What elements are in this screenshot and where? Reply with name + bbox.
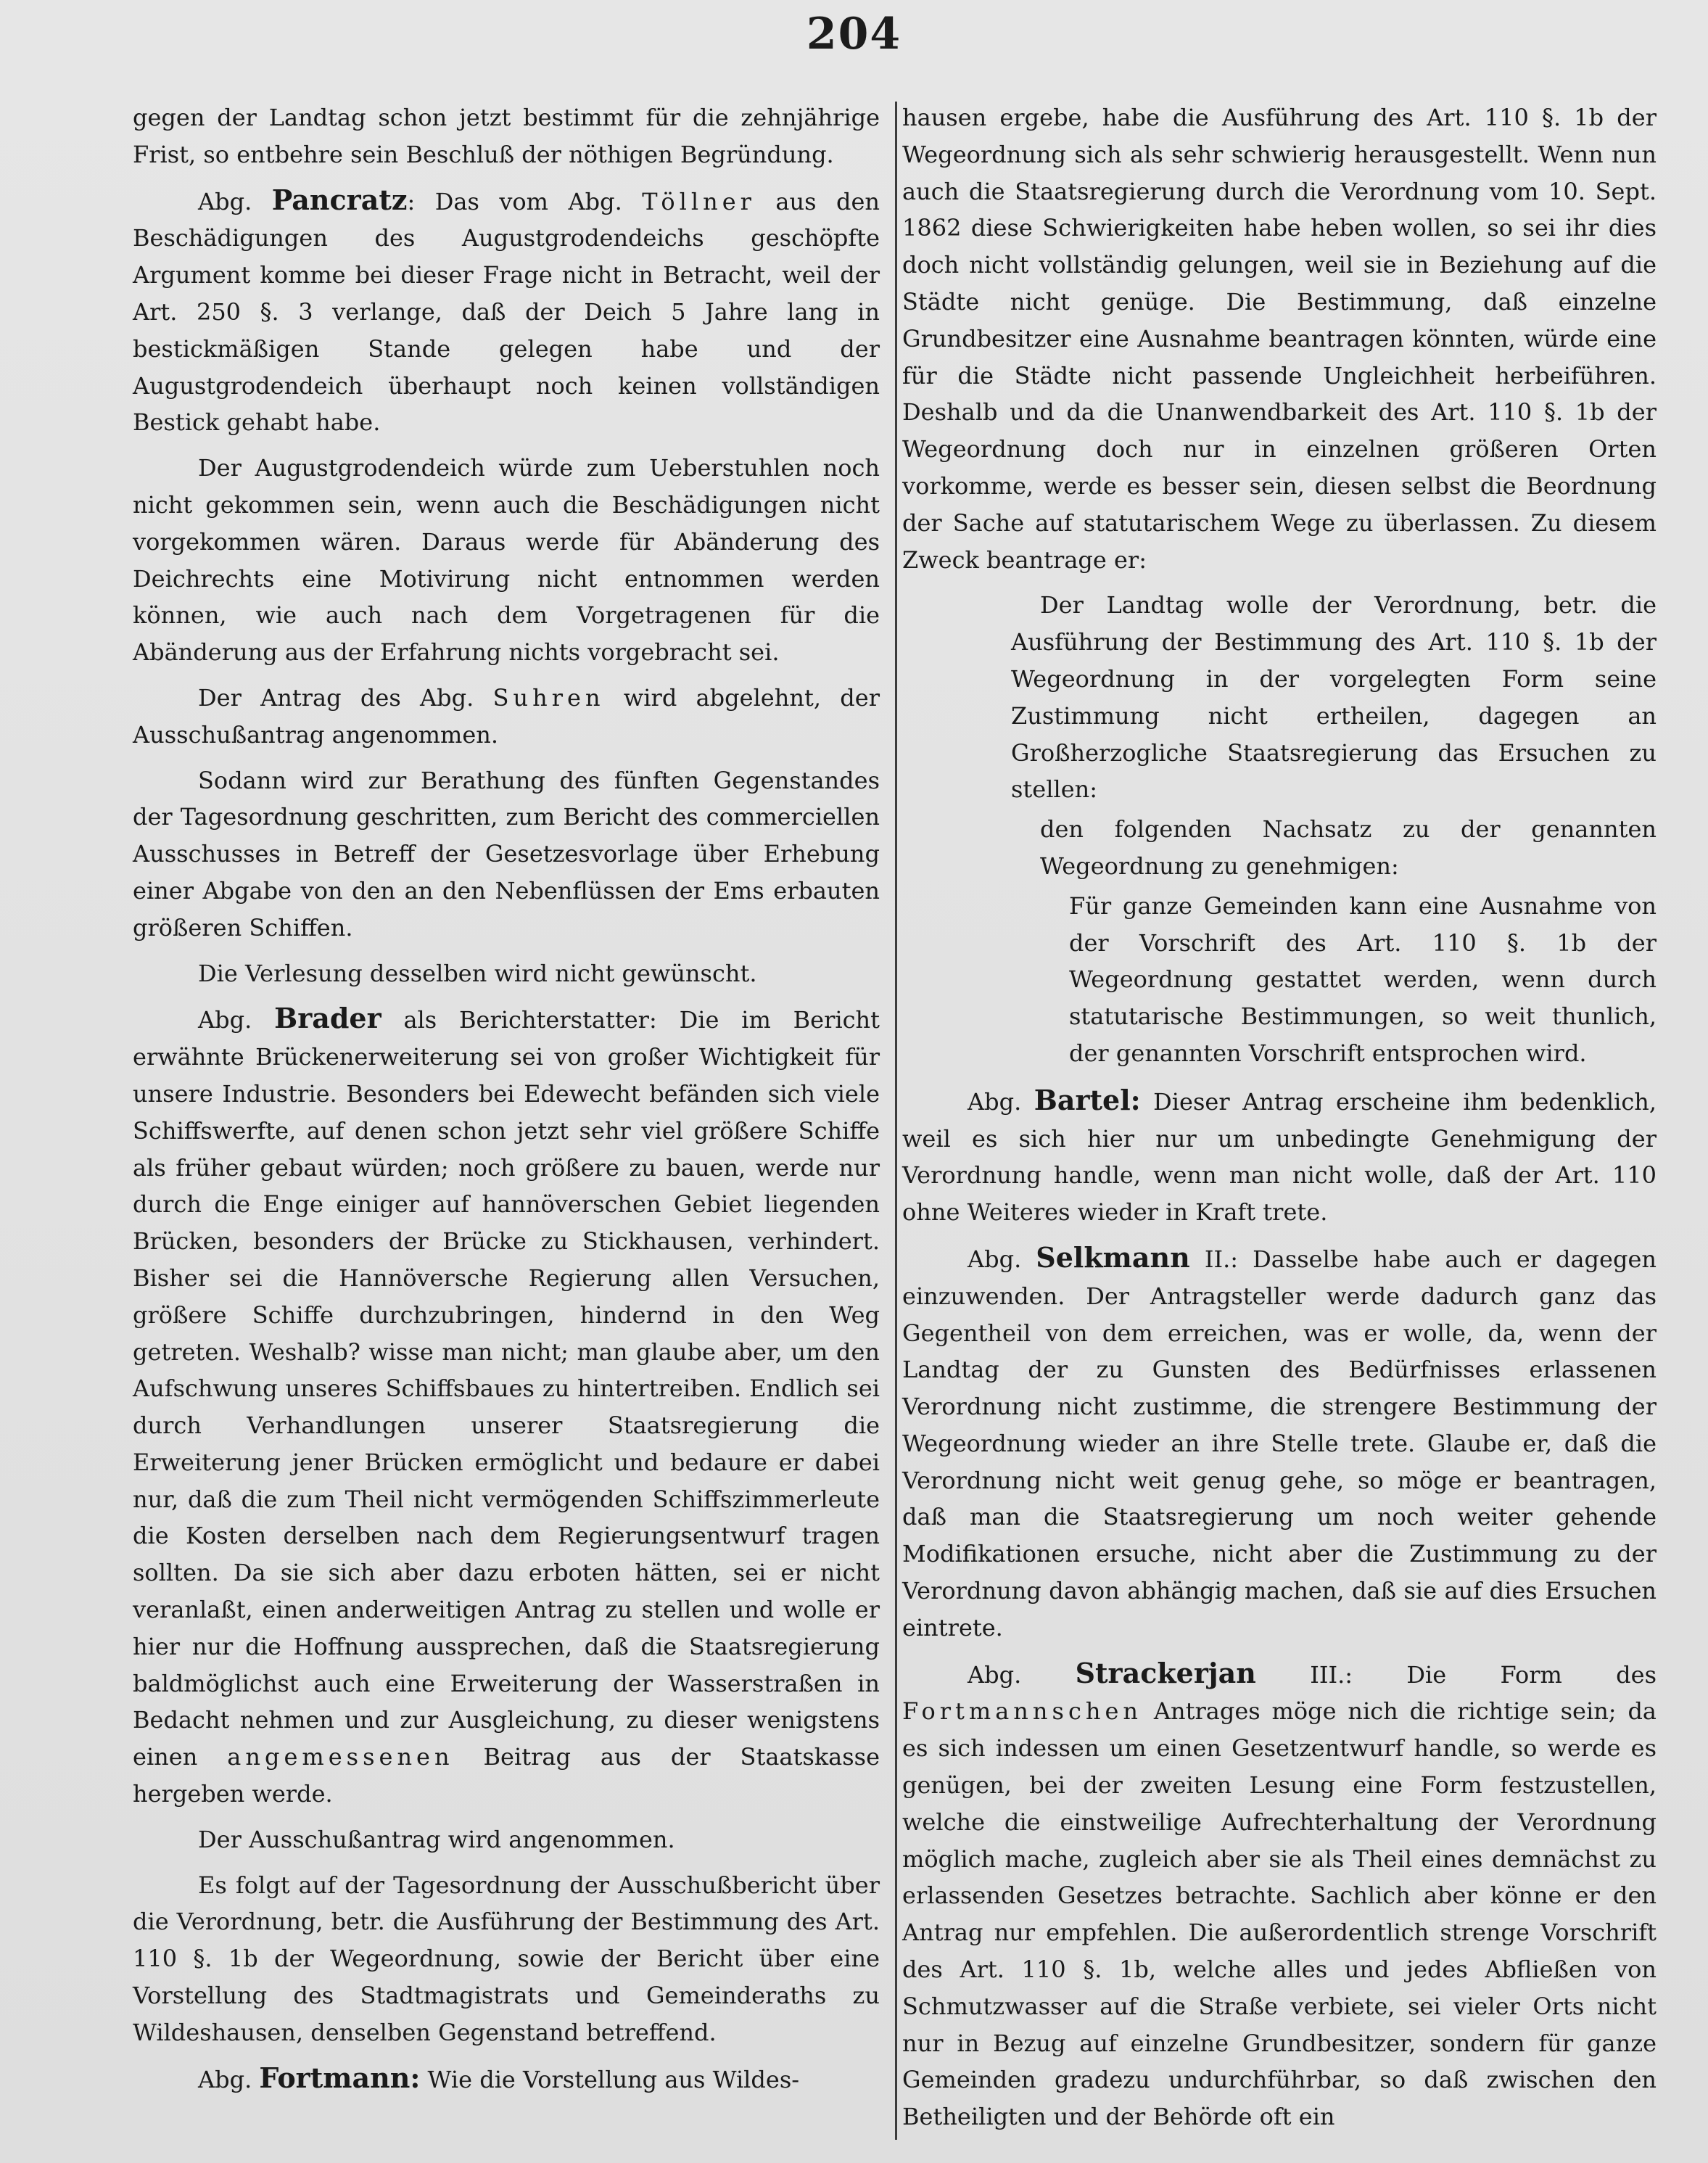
abbrev-abg: Abg. [198,1006,252,1034]
paragraph [902,1082,1657,1231]
paragraph [133,182,880,442]
spaced-name: Fortmannschen [902,1697,1143,1726]
spaced-word: angemessenen [227,1743,454,1771]
paragraph: Es folgt auf der Tagesordnung der Ausschußbericht über die Verordnung, betr. die Ausführung der Bestimmung des Art. 110 §. 1b der Wegeordnung, sowie der Bericht über eine Vorstellung des Stadtmagistrats und Gemeinderaths zu Wildeshausen, denselben Gegenstand betreffend. [133,1871,880,2046]
paragraph: Der Ausschußantrag wird angenommen. [198,1825,675,1853]
paragraph-text: : Das vom Abg. [407,187,622,215]
abbrev-abg: Abg. [198,187,252,215]
paragraph-text: II.: Dasselbe habe auch er dagegen einzuwenden. Der Antragsteller werde dadurch ganz das Gegentheil von dem erreichen, was er wolle, da, wenn der Landtag der zu Gunsten des Bedürfnisses erlassenen Verordnung nicht zustimme, die strengere Bestimmung der Wegeordnung wieder an ihre Stelle trete. Glaube er, daß die Verordnung nicht weit genug gehe, so möge er beantragen, daß man die Staatsregierung um noch weiter gehende Modifikationen ersuche, nicht aber die Zustimmung zu der Verordnung davon abhängig machen, daß sie auf dies Ersuchen eintrete. [902,1245,1657,1641]
motion-text: Der Landtag wolle der Verordnung, betr. die Ausführung der Bestimmung des Art. 110 §. 1b der Wegeordnung in der vorgelegten Form seine Zustimmung nicht ertheilen, dagegen an Großherzogliche Staatsregierung das Ersuchen zu stellen: [1011,591,1657,804]
abbrev-abg: Abg. [968,1245,1022,1273]
paragraph: Der Augustgrodendeich würde zum Ueberstuhlen noch nicht gekommen sein, wenn auch die Beschädigungen nicht vorgekommen wären. Daraus werde für Abänderung des Deichrechts eine Motivirung nicht entnommen werden können, wie auch nach dem Vorgetragenen für die Abänderung aus der Erfahrung nichts vorgebracht sei. [133,454,880,667]
column-divider [895,102,897,2140]
speaker-name: Fortmann: [259,2061,421,2094]
paragraph [133,680,880,754]
paragraph [902,1240,1657,1647]
paragraph-text: Der Antrag des Abg. [198,683,474,712]
motion-text: den folgenden Nachsatz zu der genannten Wegeordnung zu genehmigen: [1040,815,1657,880]
speaker-name: Selkmann [1036,1240,1190,1274]
spaced-name: Töllner [642,187,756,215]
spaced-name: Suhren [492,683,605,712]
paragraph: Die Verlesung desselben wird nicht gewünscht. [198,959,757,987]
paragraph-text: Wie die Vorstellung aus Wildes- [427,2065,800,2093]
paragraph [133,1000,880,1813]
abbrev-abg: Abg. [198,2065,252,2093]
paragraph-text: aus den Beschädigungen des Augustgrodendeichs geschöpfte Argument komme bei dieser Frage nicht in Betracht, weil der Art. 250 §. 3 verlange, daß der Deich 5 Jahre lang in bestickmäßigen Stande gelegen habe und der Augustgrodendeich überhaupt noch keinen vollständigen Bestick gehabt habe. [133,187,880,437]
speaker-name: Brader [274,1002,381,1035]
speaker-name: Bartel: [1034,1083,1141,1116]
paragraph [902,1655,1657,2135]
speaker-name: Pancratz [271,183,408,216]
paragraph-text: III.: Die Form des [1310,1660,1657,1689]
paragraph-text: Beitrag aus der Staatskasse hergeben werde. [133,1743,880,1808]
paragraph: Sodann wird zur Berathung des fünften Gegenstandes der Tagesordnung geschritten, zum Bericht des commerciellen Ausschusses in Betreff der Gesetzesvorlage über Erhebung einer Abgabe von den an den Nebenflüssen der Ems erbauten größeren Schiffen. [133,766,880,942]
right-column [902,99,1657,2144]
paragraph: hausen ergebe, habe die Ausführung des Art. 110 §. 1b der Wegeordnung sich als sehr schwierig herausgestellt. Wenn nun auch die Staatsregierung durch die Verordnung vom 10. Sept. 1862 diese Schwierigkeiten habe heben wollen, so sei ihr dies doch nicht vollständig gelungen, weil sie in Beziehung auf die Städte nicht genüge. Die Bestimmung, daß einzelne Grundbesitzer eine Ausnahme beantragen könnten, würde eine für die Städte nicht passende Ungleichheit herbeiführen. Deshalb und da die Unanwendbarkeit des Art. 110 §. 1b der Wegeordnung doch nur in einzelnen größeren Orten vorkomme, werde es besser sein, diesen selbst die Beordnung der Sache auf statutarischem Wege zu überlassen. Zu diesem Zweck beantrage er: [902,104,1657,574]
paragraph-text: als Berichterstatter: Die im Bericht erwähnte Brückenerweiterung sei von großer Wichtigkeit für unsere Industrie. Besonders bei Edewecht befänden sich viele Schiffswerfte, auf denen schon jetzt sehr viel größere Schiffe als früher gebaut würden; noch größere zu bauen, werde nur durch die Enge einiger auf hannöverschen Gebiet liegenden Brücken, besonders der Brücke zu Stickhausen, verhindert. Bisher sei die Hannöversche Regierung allen Versuchen, größere Schiffe durchzubringen, hindernd in den Weg getreten. Weshalb? wisse man nicht; man glaube aber, um den Aufschwung unseres Schiffsbaues zu hintertreiben. Endlich sei durch Verhandlungen unserer Staatsregierung die Erweiterung jener Brücken ermöglicht und bedaure er dabei nur, daß die zum Theil nicht vermögenden Schiffszimmerleute die Kosten derselben nach dem Regierungsentwurf tragen sollten. Da sie sich aber dazu erboten hätten, sei er nicht veranlaßt, einen anderweitigen Antrag zu stellen und wolle er hier nur die Hoffnung aussprechen, daß die Staatsregierung baldmöglichst auch eine Erweiterung der Wasserstraßen in Bedacht nehmen und zur Ausgleichung, zu dieser wenigstens einen [133,1006,880,1771]
paragraph: gegen der Landtag schon jetzt bestimmt für die zehnjährige Frist, so entbehre sein Beschluß der nöthigen Begründung. [133,104,880,168]
paragraph-text: wird abgelehnt, der Ausschußantrag angenommen. [133,683,880,749]
motion-text: Für ganze Gemeinden kann eine Ausnahme von der Vorschrift des Art. 110 §. 1b der Wegeordnung gestattet werden, wenn durch statutarische Bestimmungen, so weit thunlich, der genannten Vorschrift entsprochen wird. [1069,891,1657,1067]
paragraph [133,2060,880,2098]
paragraph-text: Antrages möge nich die richtige sein; da es sich indessen um einen Gesetzentwurf handle, so werde es genügen, bei der zweiten Lesung eine Form festzustellen, welche die einstweilige Aufrechterhaltung der Verordnung möglich mache, zugleich aber sie als Theil eines demnächst zu erlassenden Gesetzes betrachte. Sachlich aber könne er den Antrag nur empfehlen. Die außerordentlich strenge Vorschrift des Art. 110 §. 1b, welche alles und jedes Abfließen von Schmutzwasser auf die Straße verbiete, sei vieler Orts nicht nur in Bezug auf einzelne Grundbesitzer, sondern für ganze Gemeinden gradezu undurchführbar, so daß zwischen den Betheiligten und der Behörde oft ein [902,1697,1657,2131]
speaker-name: Strackerjan [1075,1656,1256,1689]
paragraph-text: Dieser Antrag erscheine ihm bedenklich, weil es sich hier nur um unbedingte Genehmigung der Verordnung handle, wenn man nicht wolle, daß der Art. 110 ohne Weiteres wieder in Kraft trete. [902,1087,1657,1227]
abbrev-abg: Abg. [968,1087,1022,1116]
left-column [133,99,880,2106]
abbrev-abg: Abg. [968,1660,1022,1689]
page-number: 204 [806,9,902,59]
